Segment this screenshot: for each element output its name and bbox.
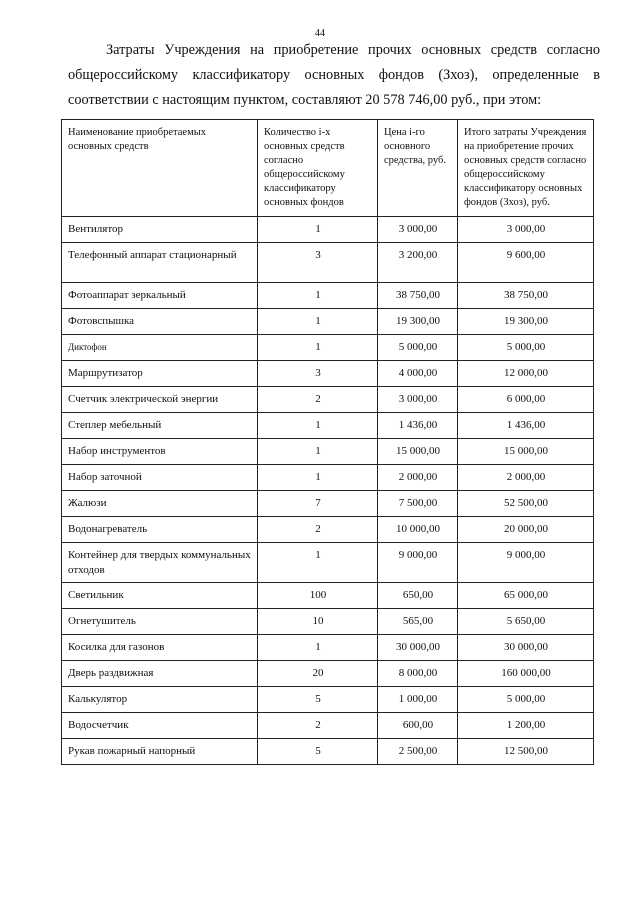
cell-quantity: 20 <box>258 661 378 687</box>
cell-name: Контейнер для твердых коммунальных отходов <box>62 543 258 583</box>
table-row <box>62 465 594 491</box>
table-row <box>62 217 594 243</box>
cell-price: 9 000,00 <box>378 543 458 583</box>
table-row <box>62 439 594 465</box>
cell-quantity: 1 <box>258 635 378 661</box>
cell-quantity: 1 <box>258 413 378 439</box>
cell-total: 9 000,00 <box>458 543 594 583</box>
table-row <box>62 283 594 309</box>
cell-quantity: 2 <box>258 387 378 413</box>
table-header-row <box>62 120 594 217</box>
cell-name: Рукав пожарный напорный <box>62 739 258 765</box>
cell-total: 1 200,00 <box>458 713 594 739</box>
cell-total: 5 650,00 <box>458 609 594 635</box>
cell-price: 15 000,00 <box>378 439 458 465</box>
cell-quantity: 1 <box>258 543 378 583</box>
cell-total: 5 000,00 <box>458 335 594 361</box>
cell-name: Жалюзи <box>62 491 258 517</box>
cell-price: 3 200,00 <box>378 243 458 283</box>
cell-name: Водосчетчик <box>62 713 258 739</box>
table-row <box>62 243 594 283</box>
cell-quantity: 2 <box>258 517 378 543</box>
cell-total: 19 300,00 <box>458 309 594 335</box>
cell-price: 1 000,00 <box>378 687 458 713</box>
cell-price: 2 500,00 <box>378 739 458 765</box>
table-row <box>62 543 594 583</box>
cell-price: 5 000,00 <box>378 335 458 361</box>
fixed-assets-table <box>61 119 594 765</box>
cell-quantity: 3 <box>258 243 378 283</box>
cell-quantity: 5 <box>258 739 378 765</box>
cell-name: Маршрутизатор <box>62 361 258 387</box>
table-row <box>62 517 594 543</box>
cell-quantity: 1 <box>258 335 378 361</box>
cell-price: 8 000,00 <box>378 661 458 687</box>
cell-total: 2 000,00 <box>458 465 594 491</box>
cell-quantity: 2 <box>258 713 378 739</box>
cell-name: Диктофон <box>62 335 258 361</box>
cell-total: 12 500,00 <box>458 739 594 765</box>
cell-name: Косилка для газонов <box>62 635 258 661</box>
cell-price: 1 436,00 <box>378 413 458 439</box>
cell-name: Калькулятор <box>62 687 258 713</box>
intro-text: Затраты Учреждения на приобретение прочих основных средств согласно общероссийскому классификатору основных фондов (Зхоз), определенные в соответствии с настоящим пунктом, составляют 20 578 746,00 руб., при этом: <box>68 42 600 108</box>
cell-quantity: 10 <box>258 609 378 635</box>
cell-total: 52 500,00 <box>458 491 594 517</box>
cell-total: 30 000,00 <box>458 635 594 661</box>
cell-name: Телефонный аппарат стационарный <box>62 243 258 283</box>
cell-quantity: 7 <box>258 491 378 517</box>
cell-name: Степлер мебельный <box>62 413 258 439</box>
cell-price: 10 000,00 <box>378 517 458 543</box>
table-row <box>62 661 594 687</box>
cell-price: 650,00 <box>378 583 458 609</box>
cell-quantity: 1 <box>258 283 378 309</box>
cell-name: Водонагреватель <box>62 517 258 543</box>
cell-total: 1 436,00 <box>458 413 594 439</box>
cell-price: 3 000,00 <box>378 387 458 413</box>
page-number: 44 <box>315 28 325 39</box>
table-row <box>62 413 594 439</box>
cell-total: 65 000,00 <box>458 583 594 609</box>
intro-paragraph <box>68 38 600 113</box>
cell-name: Огнетушитель <box>62 609 258 635</box>
header-total: Итого затраты Учреждения на приобретение прочих основных средств согласно общероссийскому классификатору основных фондов (Зхоз), руб. <box>458 120 594 217</box>
cell-quantity: 100 <box>258 583 378 609</box>
table-row <box>62 387 594 413</box>
table-row <box>62 361 594 387</box>
table-row <box>62 739 594 765</box>
cell-name: Счетчик электрической энергии <box>62 387 258 413</box>
cell-total: 160 000,00 <box>458 661 594 687</box>
cell-total: 20 000,00 <box>458 517 594 543</box>
cell-quantity: 1 <box>258 465 378 491</box>
cell-total: 6 000,00 <box>458 387 594 413</box>
cell-price: 565,00 <box>378 609 458 635</box>
cell-total: 38 750,00 <box>458 283 594 309</box>
cell-price: 7 500,00 <box>378 491 458 517</box>
table-row <box>62 583 594 609</box>
cell-price: 19 300,00 <box>378 309 458 335</box>
table-row <box>62 609 594 635</box>
cell-price: 2 000,00 <box>378 465 458 491</box>
cell-total: 3 000,00 <box>458 217 594 243</box>
table-row <box>62 687 594 713</box>
cell-name: Набор инструментов <box>62 439 258 465</box>
cell-name: Набор заточной <box>62 465 258 491</box>
cell-total: 5 000,00 <box>458 687 594 713</box>
cell-price: 3 000,00 <box>378 217 458 243</box>
cell-price: 600,00 <box>378 713 458 739</box>
header-quantity: Количество i-х основных средств согласно общероссийскому классификатору основных фондов <box>258 120 378 217</box>
cell-name: Фотоаппарат зеркальный <box>62 283 258 309</box>
cell-name: Фотовспышка <box>62 309 258 335</box>
table-row <box>62 635 594 661</box>
cell-total: 12 000,00 <box>458 361 594 387</box>
cell-price: 4 000,00 <box>378 361 458 387</box>
cell-name: Светильник <box>62 583 258 609</box>
cell-price: 38 750,00 <box>378 283 458 309</box>
cell-price: 30 000,00 <box>378 635 458 661</box>
cell-total: 9 600,00 <box>458 243 594 283</box>
table-row <box>62 309 594 335</box>
cell-quantity: 1 <box>258 309 378 335</box>
header-price: Цена i-го основного средства, руб. <box>378 120 458 217</box>
cell-quantity: 3 <box>258 361 378 387</box>
cell-quantity: 5 <box>258 687 378 713</box>
cell-quantity: 1 <box>258 217 378 243</box>
table-row <box>62 713 594 739</box>
table-row <box>62 335 594 361</box>
table-row <box>62 491 594 517</box>
cell-name: Дверь раздвижная <box>62 661 258 687</box>
cell-quantity: 1 <box>258 439 378 465</box>
cell-name: Вентилятор <box>62 217 258 243</box>
cell-total: 15 000,00 <box>458 439 594 465</box>
header-name: Наименование приобретаемых основных средств <box>62 120 258 217</box>
